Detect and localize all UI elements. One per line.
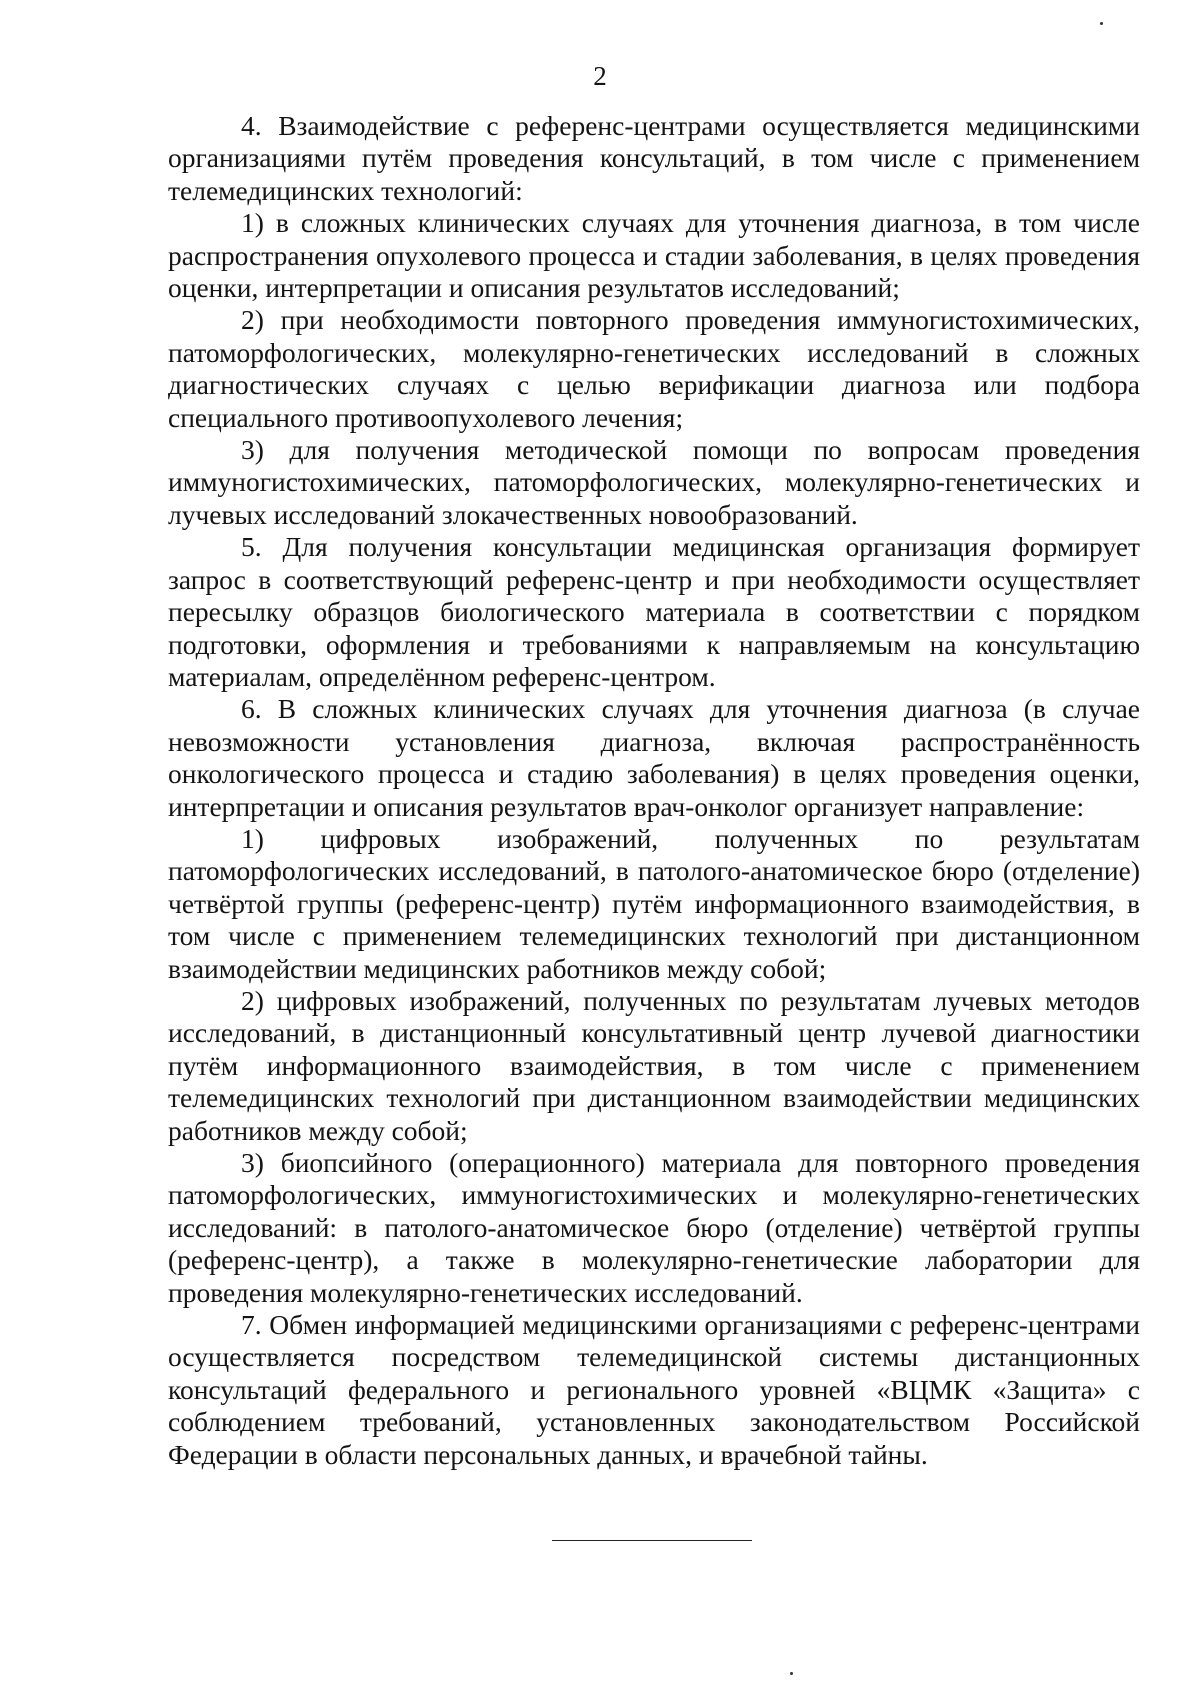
paragraph-subitem-4-3: 3) для получения методической помощи по вопросам проведения иммуногистохимических, патоморфологических, молекулярно-генетических и лучевых исследований злокачественных новообразований. — [168, 434, 1140, 530]
scan-speck — [790, 1672, 793, 1675]
scan-speck — [1100, 22, 1103, 25]
paragraph-subitem-4-2: 2) при необходимости повторного проведения иммуногистохимических, патоморфологических, молекулярно-генетических исследований в сложных диагностических случаях с целью верификации диагноза или подбора специального противоопухолевого лечения; — [168, 304, 1140, 433]
document-body — [168, 110, 1140, 1471]
paragraph-subitem-4-1: 1) в сложных клинических случаях для уточнения диагноза, в том числе распространения опухолевого процесса и стадии заболевания, в целях проведения оценки, интерпретации и описания результатов исследований; — [168, 207, 1140, 304]
paragraph-subitem-6-2: 2) цифровых изображений, полученных по результатам лучевых методов исследований, в дистанционный консультативный центр лучевой диагностики путём информационного взаимодействия, в том числе с применением телемедицинских технологий при дистанционном взаимодействии медицинских работников между собой; — [168, 984, 1140, 1146]
paragraph-subitem-6-3: 3) биопсийного (операционного) материала для повторного проведения патоморфологических, иммуногистохимических и молекулярно-генетических исследований: в патолого-анатомическое бюро (отделение) четвёртой группы (референс-центр), а также в молекулярно-генетические лаборатории для проведения молекулярно-генетических исследований. — [168, 1147, 1140, 1308]
page-number: 2 — [593, 61, 607, 91]
paragraph-item-6: 6. В сложных клинических случаях для уточнения диагноза (в случае невозможности установления диагноза, включая распространённость онкологического процесса и стадию заболевания) в целях проведения оценки, интерпретации и описания результатов врач-онколог организует направление: — [168, 693, 1140, 822]
paragraph-subitem-6-1: 1) цифровых изображений, полученных по результатам патоморфологических исследований, в патолого-анатомическое бюро (отделение) четвёртой группы (референс-центр) путём информационного взаимодействия, в том числе с применением телемедицинских технологий при дистанционном взаимодействии медицинских работников между собой; — [168, 822, 1140, 984]
paragraph-item-5: 5. Для получения консультации медицинская организация формирует запрос в соответствующий референс-центр и при необходимости осуществляет пересылку образцов биологического материала в соответствии с порядком подготовки, оформления и требованиями к направляемым на консультацию материалам, определённом референс-центром. — [168, 531, 1140, 692]
end-of-document-rule — [552, 1540, 752, 1541]
paragraph-item-7: 7. Обмен информацией медицинскими организациями с референс-центрами осуществляется посредством телемедицинской системы дистанционных консультаций федерального и регионального уровней «ВЦМК «Защита» с соблюдением требований, установленных законодательством Российской Федерации в области персональных данных, и врачебной тайны. — [168, 1309, 1140, 1470]
paragraph-item-4: 4. Взаимодействие с референс-центрами осуществляется медицинскими организациями путём проведения консультаций, в том числе с применением телемедицинских технологий: — [168, 110, 1140, 206]
